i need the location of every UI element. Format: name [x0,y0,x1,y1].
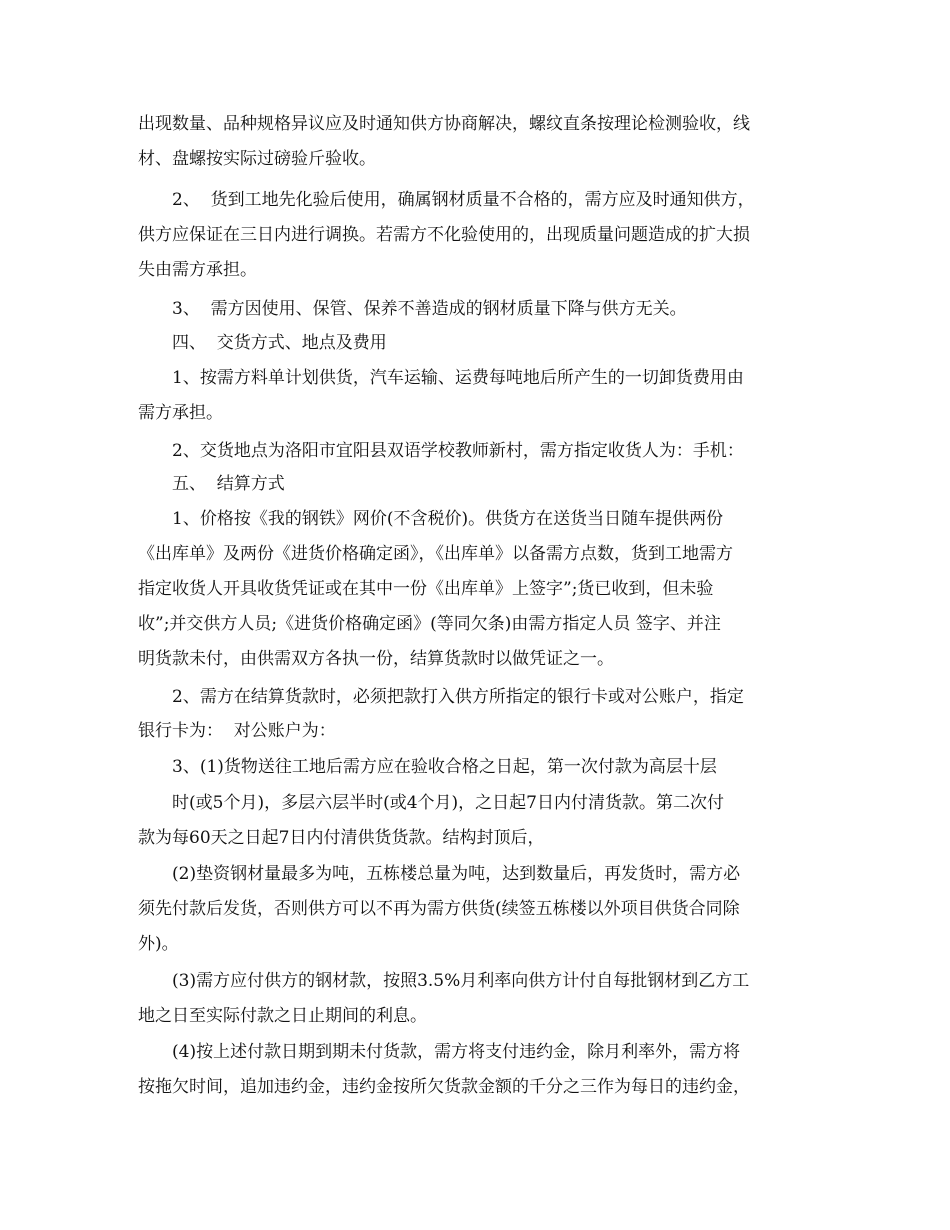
text-line: 1、按需方料单计划供货，汽车运输、运费每吨地后所产生的一切卸货费用由 [172,368,744,388]
text-line: 材、盘螺按实际过磅验斤验收。 [138,149,376,169]
text-line: 出现数量、品种规格异议应及时通知供方协商解决，螺纹直条按理论检测验收，线 [138,114,750,134]
text-line: 地之日至实际付款之日止期间的利息。 [138,1006,427,1026]
text-line: (4)按上述付款日期到期未付货款，需方将支付违约金，除月利率外，需方将 [172,1042,741,1062]
text-line: 需方承担。 [138,403,223,423]
text-line: 3、(1)货物送往工地后需方应在验收合格之日起，第一次付款为高层十层 [172,757,717,777]
text-line: 须先付款后发货，否则供方可以不再为需方供货(续签五栋楼以外项目供货合同除 [138,899,740,919]
text-line: (2)垫资钢材量最多为吨，五栋楼总量为吨，达到数量后，再发货时，需方必 [172,864,741,884]
text-line: 按拖欠时间，追加违约金，违约金按所欠货款金额的千分之三作为每日的违约金， [138,1077,750,1097]
text-line: 银行卡为： 对公账户为： [138,721,336,741]
text-line: 《出库单》及两份《进货价格确定函》，《出库单》以备需方点数，货到工地需方 [138,544,733,564]
text-line: 供方应保证在三日内进行调换。若需方不化验使用的，出现质量问题造成的扩大损 [138,225,750,245]
text-line: 外)。 [138,934,179,954]
text-line: 2、交货地点为洛阳市宜阳县双语学校教师新村，需方指定收货人为：手机： [172,441,744,461]
text-line: 时(或5个月)，多层六层半时(或4个月)，之日起7日内付清货款。第二次付 [172,793,724,813]
text-line: 失由需方承担。 [138,260,257,280]
text-line: 2、需方在结算货款时，必须把款打入供方所指定的银行卡或对公账户，指定 [172,687,744,707]
text-line: 指定收货人开具收货凭证或在其中一份《出库单》上签字”;货已收到，但未验 [138,579,714,599]
section-heading: 五、 结算方式 [172,474,285,494]
text-line: 收”;并交供方人员;《进货价格确定函》(等同欠条)由需方指定人员 签字、并注 [138,614,721,634]
text-line: 2、 货到工地先化验后使用，确属钢材质量不合格的，需方应及时通知供方， [172,190,755,210]
text-line: 款为每60天之日起7日内付清供货货款。结构封顶后， [138,828,545,848]
text-line: (3)需方应付供方的钢材款，按照3.5%月利率向供方计付自每批钢材到乙方工 [172,971,750,991]
section-heading: 四、 交货方式、地点及费用 [172,333,387,353]
text-line: 3、 需方因使用、保管、保养不善造成的钢材质量下降与供方无关。 [172,299,687,319]
text-line: 明货款未付，由供需双方各执一份，结算货款时以做凭证之一。 [138,649,614,669]
text-line: 1、价格按《我的钢铁》网价(不含税价)。供货方在送货当日随车提供两份 [172,509,724,529]
